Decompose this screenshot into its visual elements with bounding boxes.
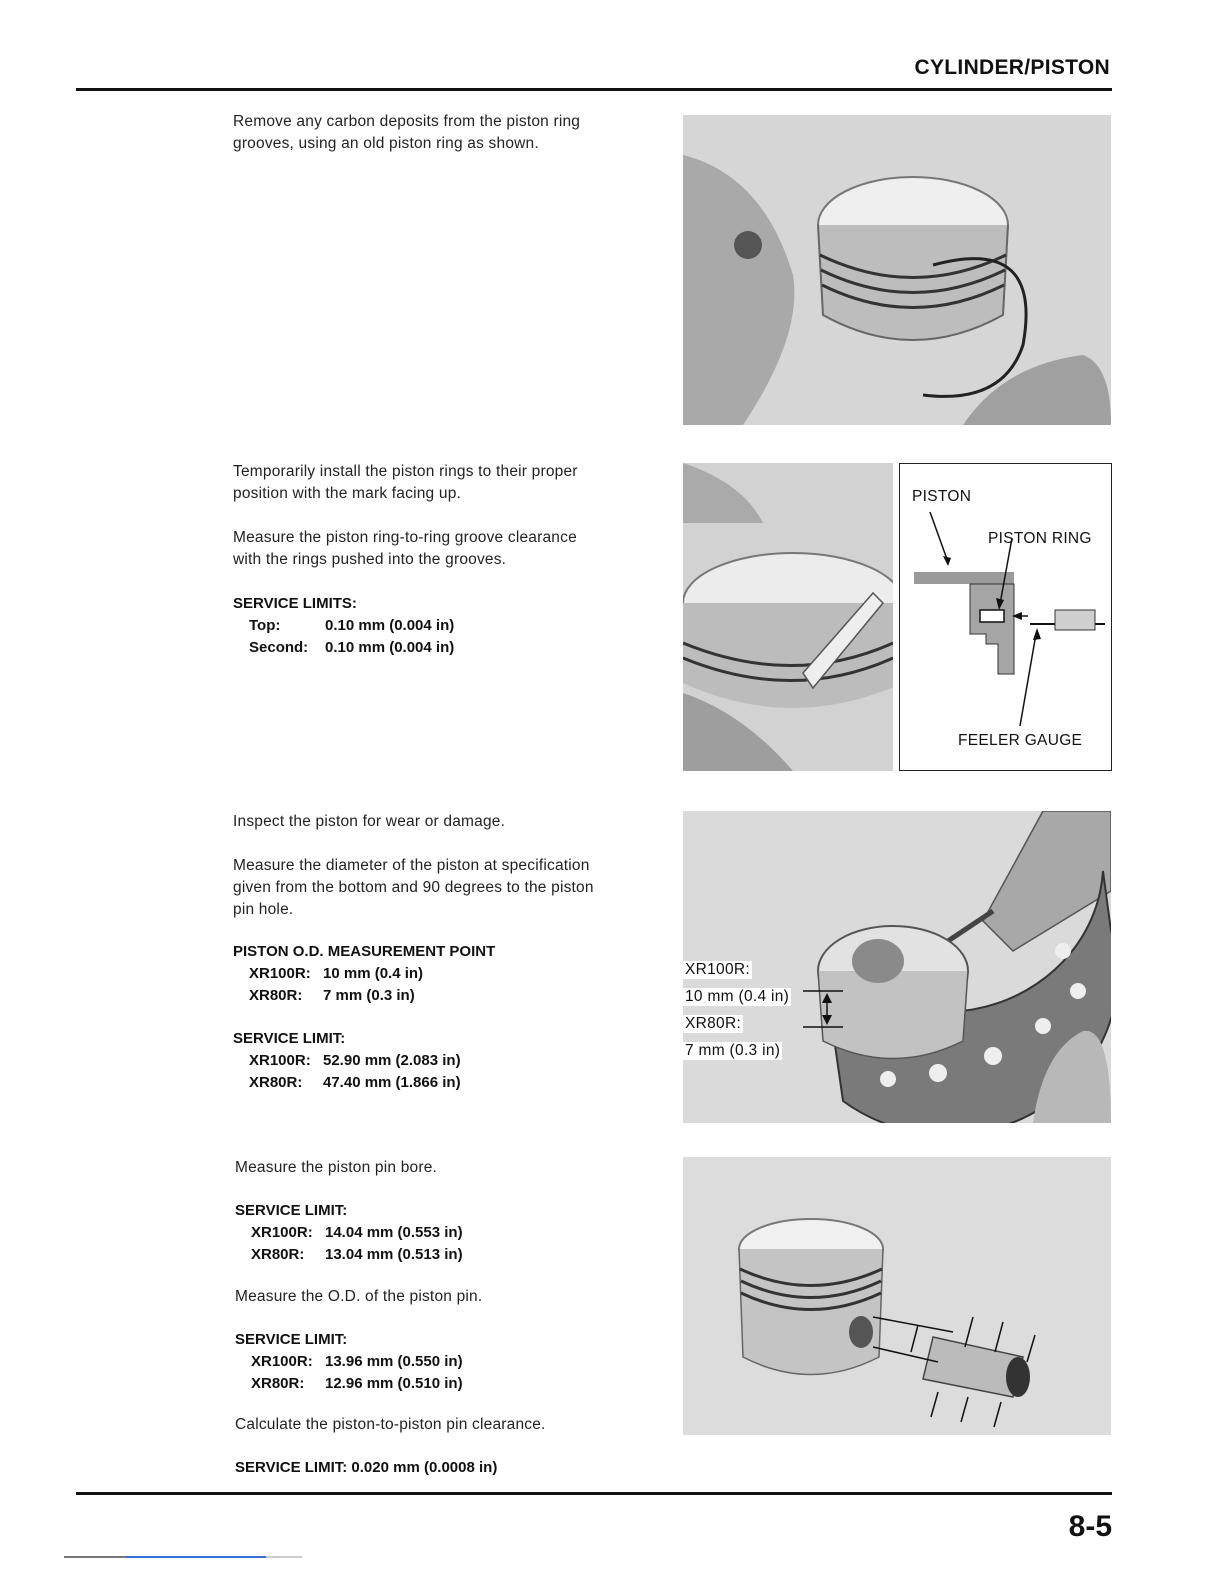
sl-row-xr100r [235,1351,675,1373]
ring-clearance-diagram [899,463,1112,771]
pin-od-service-limit [235,1329,675,1395]
mp-row-xr100r [233,963,673,985]
pin-bore-service-limit [235,1200,675,1266]
clearance-service-limit: SERVICE LIMIT: 0.020 mm (0.0008 in) [235,1459,498,1476]
text-line: Measure the piston ring-to-ring groove clearance [233,529,577,546]
footer-light-line [266,1556,302,1558]
spec-value: 13.04 mm (0.513 in) [325,1246,463,1263]
footer-gray-line [64,1556,126,1558]
section-2-para-2 [233,527,673,571]
spec-value: 47.40 mm (1.866 in) [323,1074,461,1091]
model-label: XR100R: [249,965,311,982]
text-line: pin hole. [233,901,294,918]
service-limit-heading: SERVICE LIMIT: [233,1030,346,1047]
diagram-label-feeler-gauge: FEELER GAUGE [958,732,1083,749]
photo-carbon-removal [683,115,1111,425]
model-label: XR100R: [249,1052,311,1069]
section-2-para-1 [233,461,673,505]
callout-xr80r-value: 7 mm (0.3 in) [685,1042,781,1059]
limit-value: 0.10 mm (0.004 in) [325,639,455,656]
limit-value: 0.10 mm (0.004 in) [325,617,455,634]
callout-xr100r: XR100R: [685,961,750,978]
text-line: Remove any carbon deposits from the piston ring [233,113,581,130]
spec-value: 14.04 mm (0.553 in) [325,1224,463,1241]
model-label: XR100R: [251,1224,313,1241]
photo-ring-clearance [683,463,893,771]
photo-piston-micrometer [683,811,1111,1123]
measurement-point-heading: PISTON O.D. MEASUREMENT POINT [233,943,496,960]
section-4-para-3: Calculate the piston-to-piston pin clearance. [235,1416,546,1433]
service-limits-heading: SERVICE LIMITS: [233,595,357,612]
limit-label: Second: [249,639,309,656]
page-header-title: CYLINDER/PISTON [914,56,1110,79]
model-label: XR80R: [251,1375,305,1392]
service-limit-heading: SERVICE LIMIT: [235,1202,348,1219]
text-line: with the rings pushed into the grooves. [233,551,507,568]
sl-row-xr80r [235,1373,675,1395]
text-line: given from the bottom and 90 degrees to the piston [233,879,594,896]
sl-row-xr80r [235,1244,675,1266]
text-line: Temporarily install the piston rings to their proper [233,463,578,480]
spec-value: 10 mm (0.4 in) [323,965,424,982]
section-1-text [233,111,673,155]
spec-value: 13.96 mm (0.550 in) [325,1353,463,1370]
section-3-para-2 [233,855,673,921]
spec-value: 12.96 mm (0.510 in) [325,1375,463,1392]
sl-row-xr80r [233,1072,673,1094]
spec-value: 7 mm (0.3 in) [323,987,415,1004]
limit-row-second [233,637,673,659]
section-3-para-1: Inspect the piston for wear or damage. [233,813,506,830]
limit-label: Top: [249,617,281,634]
diagram-label-piston: PISTON [912,488,972,505]
model-label: XR100R: [251,1353,313,1370]
model-label: XR80R: [251,1246,305,1263]
section-4-para-2: Measure the O.D. of the piston pin. [235,1288,483,1305]
section-4-para-1: Measure the piston pin bore. [235,1159,438,1176]
footer-link-line[interactable] [126,1556,266,1558]
service-limit-heading: SERVICE LIMIT: [235,1331,348,1348]
text-line: position with the mark facing up. [233,485,462,502]
footer-rule [76,1492,1112,1495]
page-number: 8-5 [1068,1510,1112,1543]
photo-piston-pin [683,1157,1111,1435]
sl-row-xr100r [235,1222,675,1244]
callout-xr100r-value: 10 mm (0.4 in) [685,988,790,1005]
sl-row-xr100r [233,1050,673,1072]
callout-xr80r: XR80R: [685,1015,742,1032]
text-line: grooves, using an old piston ring as shown. [233,135,539,152]
piston-od-service-limit [233,1028,673,1094]
model-label: XR80R: [249,1074,303,1091]
measurement-point-spec [233,941,673,1007]
ring-service-limits [233,593,673,659]
text-line: Measure the diameter of the piston at specification [233,857,590,874]
spec-value: 52.90 mm (2.083 in) [323,1052,461,1069]
header-rule [76,88,1112,91]
limit-row-top [233,615,673,637]
diagram-label-piston-ring: PISTON RING [988,530,1092,547]
model-label: XR80R: [249,987,303,1004]
mp-row-xr80r [233,985,673,1007]
